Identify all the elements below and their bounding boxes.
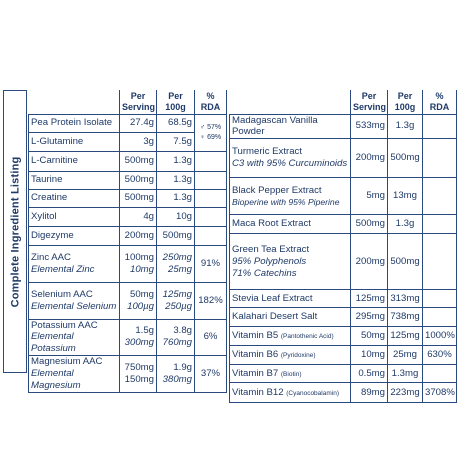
- header-per-serving: Per Serving: [120, 90, 157, 114]
- header-rda: % RDA: [423, 90, 457, 114]
- left-ingredient-table: [28, 90, 227, 393]
- header-per-100g: Per 100g: [157, 90, 195, 114]
- table-row: Maca Root Extract 500mg 1.3g: [230, 215, 457, 234]
- side-title-box: [3, 90, 27, 373]
- table-row: Potassium AAC Elemental Potassium 1.5g 300mg 3.8g 760mg 6%: [29, 319, 227, 356]
- glutamine-rda: ♂ 57% ♀ 69%: [195, 114, 227, 151]
- table-row: Turmeric Extract C3 with 95% Curcuminoids 200mg 500mg: [230, 139, 457, 178]
- table-row: Digezyme 200mg 500mg: [29, 226, 227, 245]
- side-title: Complete Ingredient Listing: [9, 156, 22, 307]
- table-row: Stevia Leaf Extract 125mg 313mg: [230, 290, 457, 308]
- table-row: Selenium AAC Elemental Selenium 50mg 100µg 125mg 250µg 182%: [29, 282, 227, 319]
- table-row: Black Pepper Extract Bioperine with 95% Piperine 5mg 13mg: [230, 178, 457, 215]
- table-row: Green Tea Extract 95% Polyphenols 71% Catechins 200mg 500mg: [230, 234, 457, 290]
- table-row: Kalahari Desert Salt 295mg 738mg: [230, 308, 457, 327]
- table-row: Taurine 500mg 1.3g: [29, 171, 227, 189]
- table-row: Zinc AAC Elemental Zinc 100mg 10mg 250mg 25mg 91%: [29, 245, 227, 282]
- right-ingredient-table: [229, 90, 457, 403]
- table-row: Pea Protein Isolate 27.4g 68.5g ♂ 57% ♀ 69%: [29, 114, 227, 132]
- table-row: Magnesium AAC Elemental Magnesium 750mg 150mg 1.9g 380mg 37%: [29, 356, 227, 393]
- table-row: Creatine 500mg 1.3g: [29, 189, 227, 207]
- table-row: Vitamin B5 (Pantothenic Acid) 50mg 125mg 1000%: [230, 327, 457, 346]
- table-row: L-Carnitine 500mg 1.3g: [29, 151, 227, 171]
- table-row: Vitamin B6 (Pyridoxine) 10mg 25mg 630%: [230, 346, 457, 365]
- table-row: Vitamin B7 (Biotin) 0.5mg 1.3mg: [230, 365, 457, 383]
- table-row: Madagascan Vanilla Powder 533mg 1.3g: [230, 114, 457, 139]
- header-per-serving: Per Serving: [351, 90, 388, 114]
- table-row: L-Glutamine 3g 7.5g: [29, 132, 227, 151]
- header-rda: % RDA: [195, 90, 227, 114]
- table-row: Xylitol 4g 10g: [29, 207, 227, 226]
- header-per-100g: Per 100g: [388, 90, 423, 114]
- table-row: Vitamin B12 (Cyanocobalamin) 89mg 223mg 3708%: [230, 383, 457, 403]
